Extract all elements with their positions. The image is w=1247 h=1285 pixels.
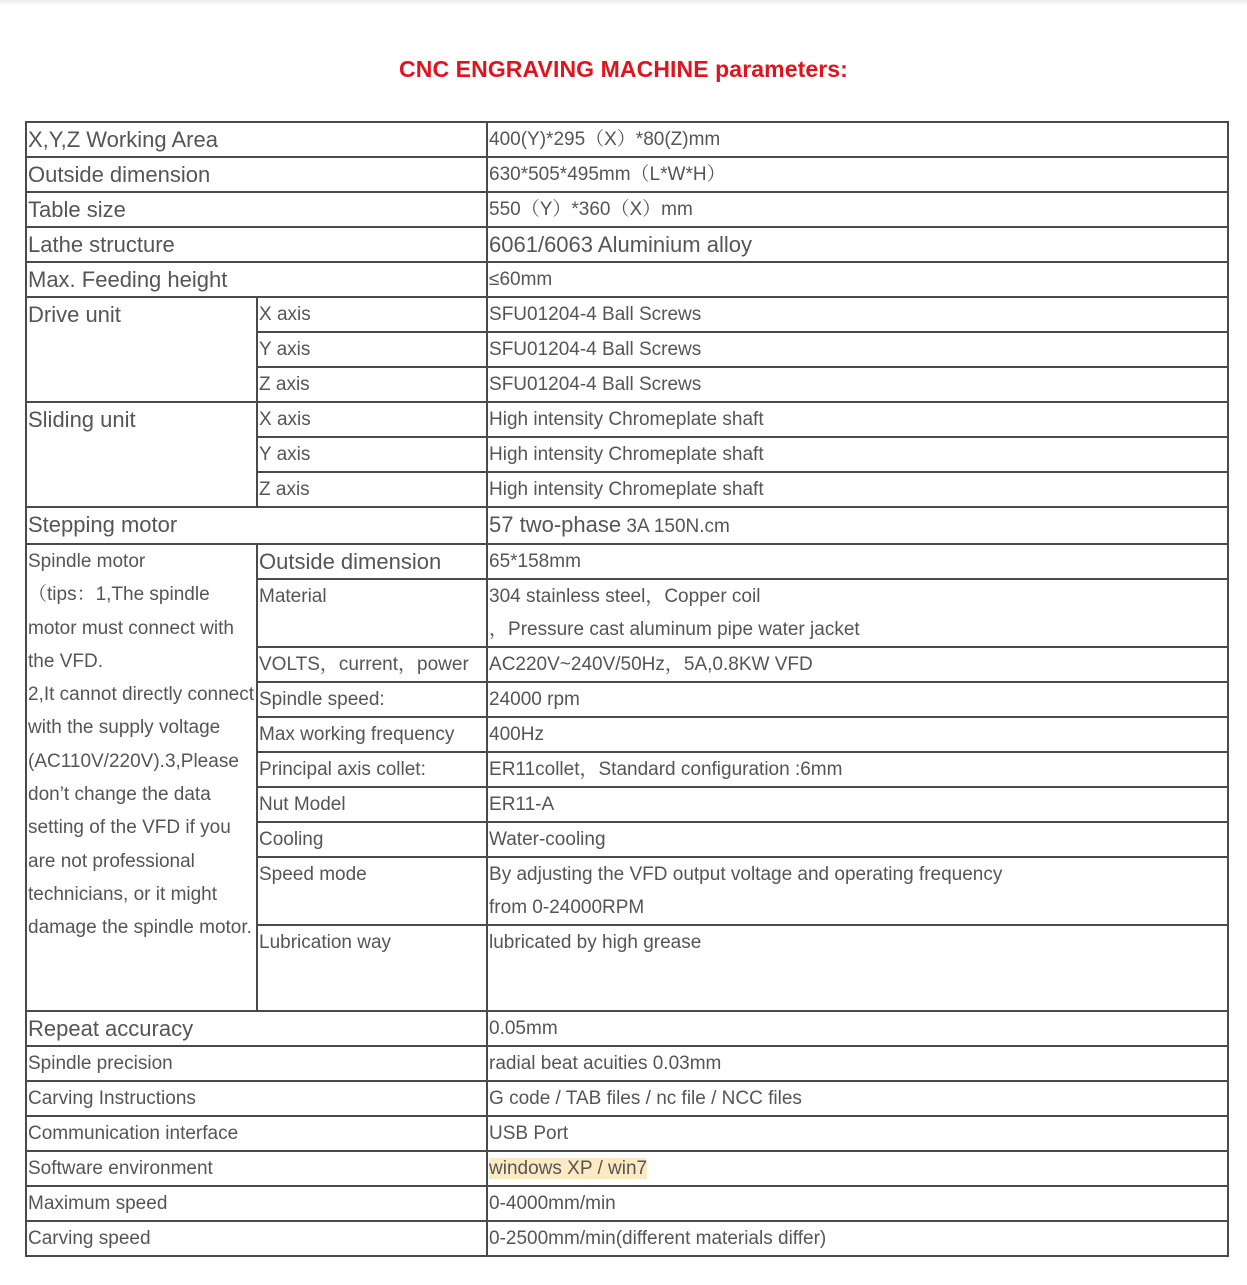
spindle-spec-value: lubricated by high grease [487,925,1228,1011]
spindle-spec-value [487,579,1228,647]
sliding-axis-value: High intensity Chromeplate shaft [487,402,1228,437]
spindle-motor-tips-2: 2,It cannot directly connect with the supply voltage (AC110V/220V).3,Please don’t change the data setting of the VFD if you are not professional technicians, or it might damage the spindle motor. [28,684,255,939]
row-label-outside-dimension: Outside dimension [26,157,487,192]
row-label-feeding-height: Max. Feeding height [26,262,487,297]
row-label-carving-instructions: Carving Instructions [26,1081,487,1116]
row-value-max-speed: 0-4000mm/min [487,1186,1228,1221]
table-row [26,1081,1228,1116]
spindle-spec-value: 400Hz [487,717,1228,752]
drive-axis-label: Y axis [257,332,487,367]
row-value-software [487,1151,1228,1186]
stepping-motor-value-rating: 3A 150N.cm [621,516,730,537]
row-label-table-size: Table size [26,192,487,227]
row-value-communication: USB Port [487,1116,1228,1151]
spindle-spec-value: 24000 rpm [487,682,1228,717]
sliding-axis-label: X axis [257,402,487,437]
page-title [0,56,1247,83]
table-row [26,122,1228,157]
software-value-highlighted: windows XP / win7 [489,1158,648,1179]
row-value-carving-speed: 0-2500mm/min(different materials differ) [487,1221,1228,1256]
spindle-spec-value: Water-cooling [487,822,1228,857]
row-label-software: Software environment [26,1151,487,1186]
row-value-carving-instructions: G code / TAB files / nc file / NCC files [487,1081,1228,1116]
row-label-sliding-unit: Sliding unit [26,402,257,507]
speed-mode-line1: By adjusting the VFD output voltage and operating frequency [489,864,1003,885]
spindle-spec-name: Spindle speed: [257,682,487,717]
spindle-spec-value [487,857,1228,925]
spindle-spec-value: ER11collet，Standard configuration :6mm [487,752,1228,787]
spindle-motor-tips: （tips：1,The spindle motor must connect with the VFD. [28,584,234,672]
table-row [26,192,1228,227]
row-value-spindle-precision: radial beat acuities 0.03mm [487,1046,1228,1081]
drive-axis-value: SFU01204-4 Ball Screws [487,332,1228,367]
row-value-stepping-motor [487,507,1228,544]
row-value-outside-dimension: 630*505*495mm（L*W*H） [487,157,1228,192]
drive-axis-value: SFU01204-4 Ball Screws [487,367,1228,402]
spindle-spec-value: 65*158mm [487,544,1228,579]
table-row [26,507,1228,544]
row-label-stepping-motor: Stepping motor [26,507,487,544]
row-label-working-area: X,Y,Z Working Area [26,122,487,157]
sliding-axis-value: High intensity Chromeplate shaft [487,437,1228,472]
spindle-spec-name: Outside dimension [257,544,487,579]
spindle-spec-value: AC220V~240V/50Hz，5A,0.8KW VFD [487,647,1228,682]
table-row [26,1116,1228,1151]
spindle-spec-value: ER11-A [487,787,1228,822]
table-row [26,544,1228,579]
table-row [26,1221,1228,1256]
spindle-spec-name: Principal axis collet: [257,752,487,787]
spindle-spec-name: Cooling [257,822,487,857]
table-row [26,262,1228,297]
spindle-spec-name: Nut Model [257,787,487,822]
row-label-max-speed: Maximum speed [26,1186,487,1221]
row-label-spindle-precision: Spindle precision [26,1046,487,1081]
title-suffix: parameters: [708,56,848,82]
row-value-feeding-height: ≤60mm [487,262,1228,297]
spindle-spec-name: VOLTS，current，power [257,647,487,682]
material-value-line2: ，Pressure cast aluminum pipe water jacket [489,619,860,640]
row-label-communication: Communication interface [26,1116,487,1151]
drive-axis-value: SFU01204-4 Ball Screws [487,297,1228,332]
drive-axis-label: Z axis [257,367,487,402]
sliding-axis-label: Z axis [257,472,487,507]
row-value-lathe-structure: 6061/6063 Aluminium alloy [487,227,1228,262]
sliding-axis-value: High intensity Chromeplate shaft [487,472,1228,507]
table-row [26,297,1228,332]
table-row [26,1186,1228,1221]
spindle-spec-name: Material [257,579,487,647]
stepping-motor-value-main: 57 two-phase [489,512,622,537]
row-label-lathe-structure: Lathe structure [26,227,487,262]
row-value-working-area: 400(Y)*295（X）*80(Z)mm [487,122,1228,157]
table-row [26,402,1228,437]
speed-mode-line2: from 0-24000RPM [489,897,645,918]
spindle-spec-name: Speed mode [257,857,487,925]
spindle-motor-label: Spindle motor [28,551,146,572]
table-row [26,1011,1228,1046]
row-value-table-size: 550（Y）*360（X）mm [487,192,1228,227]
material-value-line1: 304 stainless steel，Copper coil [489,586,761,607]
row-label-carving-speed: Carving speed [26,1221,487,1256]
row-label-repeat-accuracy: Repeat accuracy [26,1011,487,1046]
drive-axis-label: X axis [257,297,487,332]
title-main: CNC ENGRAVING MACHINE [399,56,709,82]
row-label-drive-unit: Drive unit [26,297,257,402]
table-row [26,157,1228,192]
sliding-axis-label: Y axis [257,437,487,472]
row-label-spindle-motor [26,544,257,1011]
spindle-spec-name: Max working frequency [257,717,487,752]
spindle-spec-name: Lubrication way [257,925,487,1011]
table-row [26,227,1228,262]
table-row [26,1046,1228,1081]
spec-table [25,121,1229,1257]
row-value-repeat-accuracy: 0.05mm [487,1011,1228,1046]
top-shadow [0,0,1247,6]
table-row [26,1151,1228,1186]
